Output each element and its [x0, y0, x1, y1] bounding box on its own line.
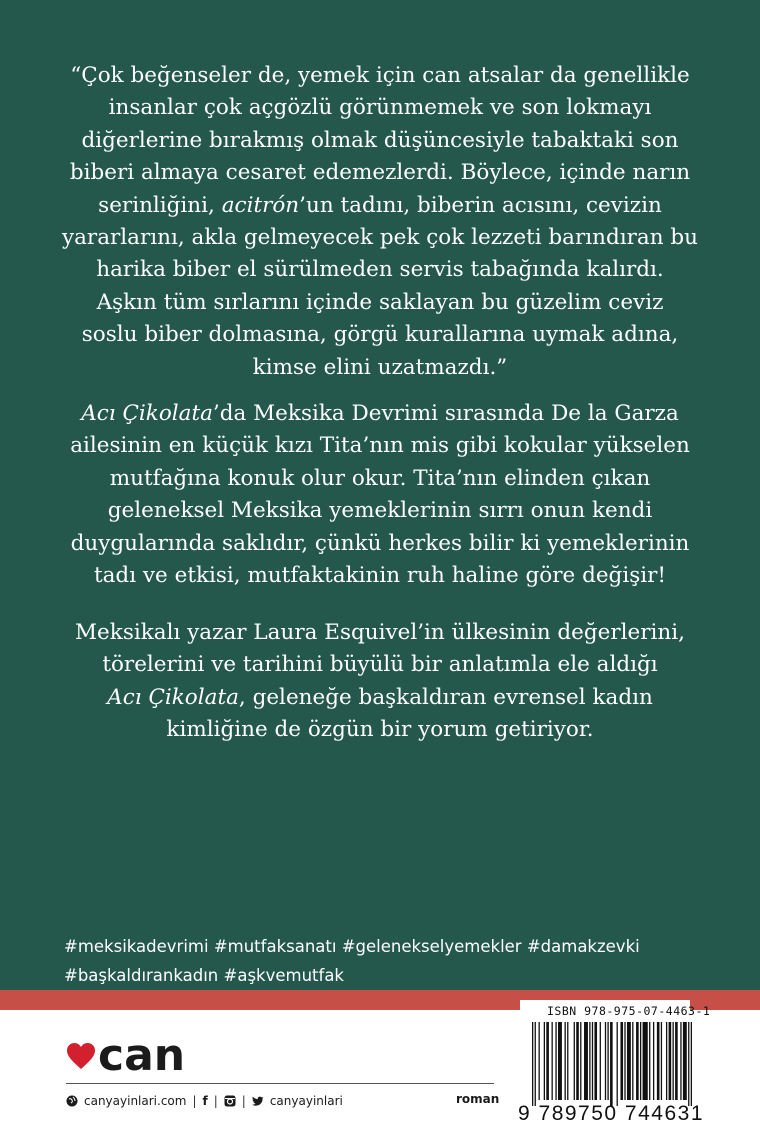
- barcode-bar: [610, 1022, 613, 1106]
- text-line: serinliğini,: [98, 192, 222, 218]
- barcode-bar: [607, 1022, 608, 1100]
- barcode-bar: [546, 1022, 549, 1100]
- text-line: insanlar çok açgözlü görünmemek ve son lokmayı: [108, 95, 652, 121]
- text-line: soslu biber dolmasına, görgü kurallarına uymak adına,: [81, 322, 679, 348]
- barcode-bar: [680, 1022, 681, 1100]
- quote-paragraph: [40, 60, 720, 384]
- barcode-bar: [552, 1022, 553, 1100]
- website-link[interactable]: canyayinlari.com: [84, 1094, 187, 1108]
- book-title-italic: Acı Çikolata: [81, 401, 213, 426]
- text-line: kimse elini uzatmazdı.”: [252, 354, 508, 380]
- text-line: törelerini ve tarihini büyülü bir anlatımla ele aldığı: [102, 652, 658, 678]
- publisher-footer: [66, 1092, 343, 1110]
- barcode-bar: [620, 1022, 623, 1100]
- barcode-bar: [672, 1022, 673, 1100]
- author-paragraph: [40, 617, 720, 747]
- barcode-bar: [675, 1022, 678, 1100]
- barcode-bar: [592, 1022, 593, 1100]
- barcode-bar: [600, 1022, 601, 1100]
- barcode-bar: [636, 1022, 639, 1100]
- text-line: duygularında saklıdır, çünkü herkes bilir ki yemeklerinin: [70, 530, 690, 556]
- barcode-bar: [574, 1022, 575, 1100]
- twitter-icon[interactable]: [252, 1096, 264, 1107]
- barcode-bar: [643, 1022, 648, 1100]
- publisher-logo: [66, 1030, 186, 1081]
- barcode-bar: [576, 1022, 579, 1100]
- text-line: ’un tadını, biberin acısını, cevizin: [299, 192, 662, 218]
- barcode-bar: [617, 1022, 618, 1106]
- text-line: biberi almaya cesaret edemezlerdi. Böylece, içinde narın: [69, 160, 691, 186]
- barcode: [532, 1022, 692, 1106]
- heart-icon: [66, 1042, 96, 1070]
- text-line: kimliğine de özgün bir yorum getiriyor.: [166, 717, 594, 743]
- barcode-bar: [589, 1022, 590, 1100]
- text-line: mutfağına konuk olur okur. Tita’nın elinden çıkan: [109, 465, 651, 491]
- facebook-icon[interactable]: f: [202, 1094, 208, 1108]
- text-line: tadı ve etkisi, mutfaktakinin ruh haline göre değişir!: [93, 563, 667, 589]
- text-line: yararlarını, akla gelmeyecek pek çok lezzeti barındıran bu: [61, 225, 699, 251]
- text-line: Meksikalı yazar Laura Esquivel’in ülkesinin değerlerini,: [75, 620, 685, 645]
- social-handle[interactable]: canyayinlari: [269, 1094, 343, 1108]
- barcode-bar: [683, 1022, 687, 1100]
- barcode-bar: [640, 1022, 641, 1100]
- barcode-bar: [669, 1022, 672, 1100]
- barcode-bar: [567, 1022, 568, 1100]
- separator: |: [213, 1094, 218, 1108]
- description-paragraph: [40, 398, 720, 592]
- hashtags: [64, 932, 724, 990]
- instagram-icon[interactable]: [224, 1095, 236, 1107]
- barcode-bar: [688, 1022, 689, 1106]
- logo-wordmark: can: [98, 1030, 186, 1081]
- hashtag-line: #başkaldırankadın #aşkvemutfak: [64, 966, 344, 985]
- separator: |: [192, 1094, 197, 1108]
- text-line: Aşkın tüm sırlarını içinde saklayan bu güzelim ceviz: [96, 289, 664, 315]
- barcode-bar: [544, 1022, 545, 1100]
- barcode-bar: [653, 1022, 654, 1100]
- text-line: geleneksel Meksika yemeklerinin sırrı onun kendi: [107, 498, 653, 524]
- barcode-bar: [584, 1022, 588, 1100]
- barcode-bar: [666, 1022, 667, 1100]
- barcode-number: 9 789750 744631: [518, 1102, 704, 1125]
- isbn-label: ISBN 978-975-07-4463-1: [547, 1004, 711, 1018]
- barcode-bar: [558, 1022, 562, 1100]
- hashtag-line: #meksikadevrimi #mutfaksanatı #gelenekselyemekler #damakzevki: [64, 937, 640, 956]
- barcode-bar: [691, 1022, 692, 1106]
- barcode-bar: [632, 1022, 633, 1100]
- barcode-bar: [555, 1022, 556, 1100]
- barcode-bar: [565, 1022, 566, 1100]
- barcode-bar: [661, 1022, 662, 1100]
- barcode-bar: [539, 1022, 540, 1100]
- text-line: ’da Meksika Devrimi sırasında De la Garza: [212, 401, 679, 426]
- text-line: “Çok beğenseler de, yemek için can atsalar da genellikle: [70, 63, 690, 88]
- barcode-bar: [532, 1022, 533, 1106]
- barcode-bar: [594, 1022, 597, 1100]
- globe-icon: [66, 1095, 78, 1107]
- book-title-italic: Acı Çikolata: [107, 684, 239, 710]
- barcode-bar: [657, 1022, 660, 1100]
- text-line: diğerlerine bırakmış olmak düşüncesiyle tabaktaki son: [81, 127, 679, 153]
- barcode-bar: [580, 1022, 581, 1100]
- barcode-bar: [535, 1022, 536, 1106]
- italic-word: acitrón: [221, 192, 300, 218]
- text-line: harika biber el sürülmeden servis tabağında kalırdı.: [96, 257, 664, 283]
- barcode-bar: [605, 1022, 606, 1100]
- category-label: roman: [456, 1092, 500, 1106]
- separator: |: [241, 1094, 246, 1108]
- barcode-bar: [627, 1022, 631, 1100]
- text-line: , geleneğe başkaldıran evrensel kadın: [238, 684, 653, 710]
- barcode-bar: [624, 1022, 625, 1100]
- text-line: ailesinin en küçük kızı Tita’nın mis gibi kokular yükselen: [70, 433, 690, 459]
- barcode-bar: [649, 1022, 650, 1100]
- divider: [66, 1083, 494, 1084]
